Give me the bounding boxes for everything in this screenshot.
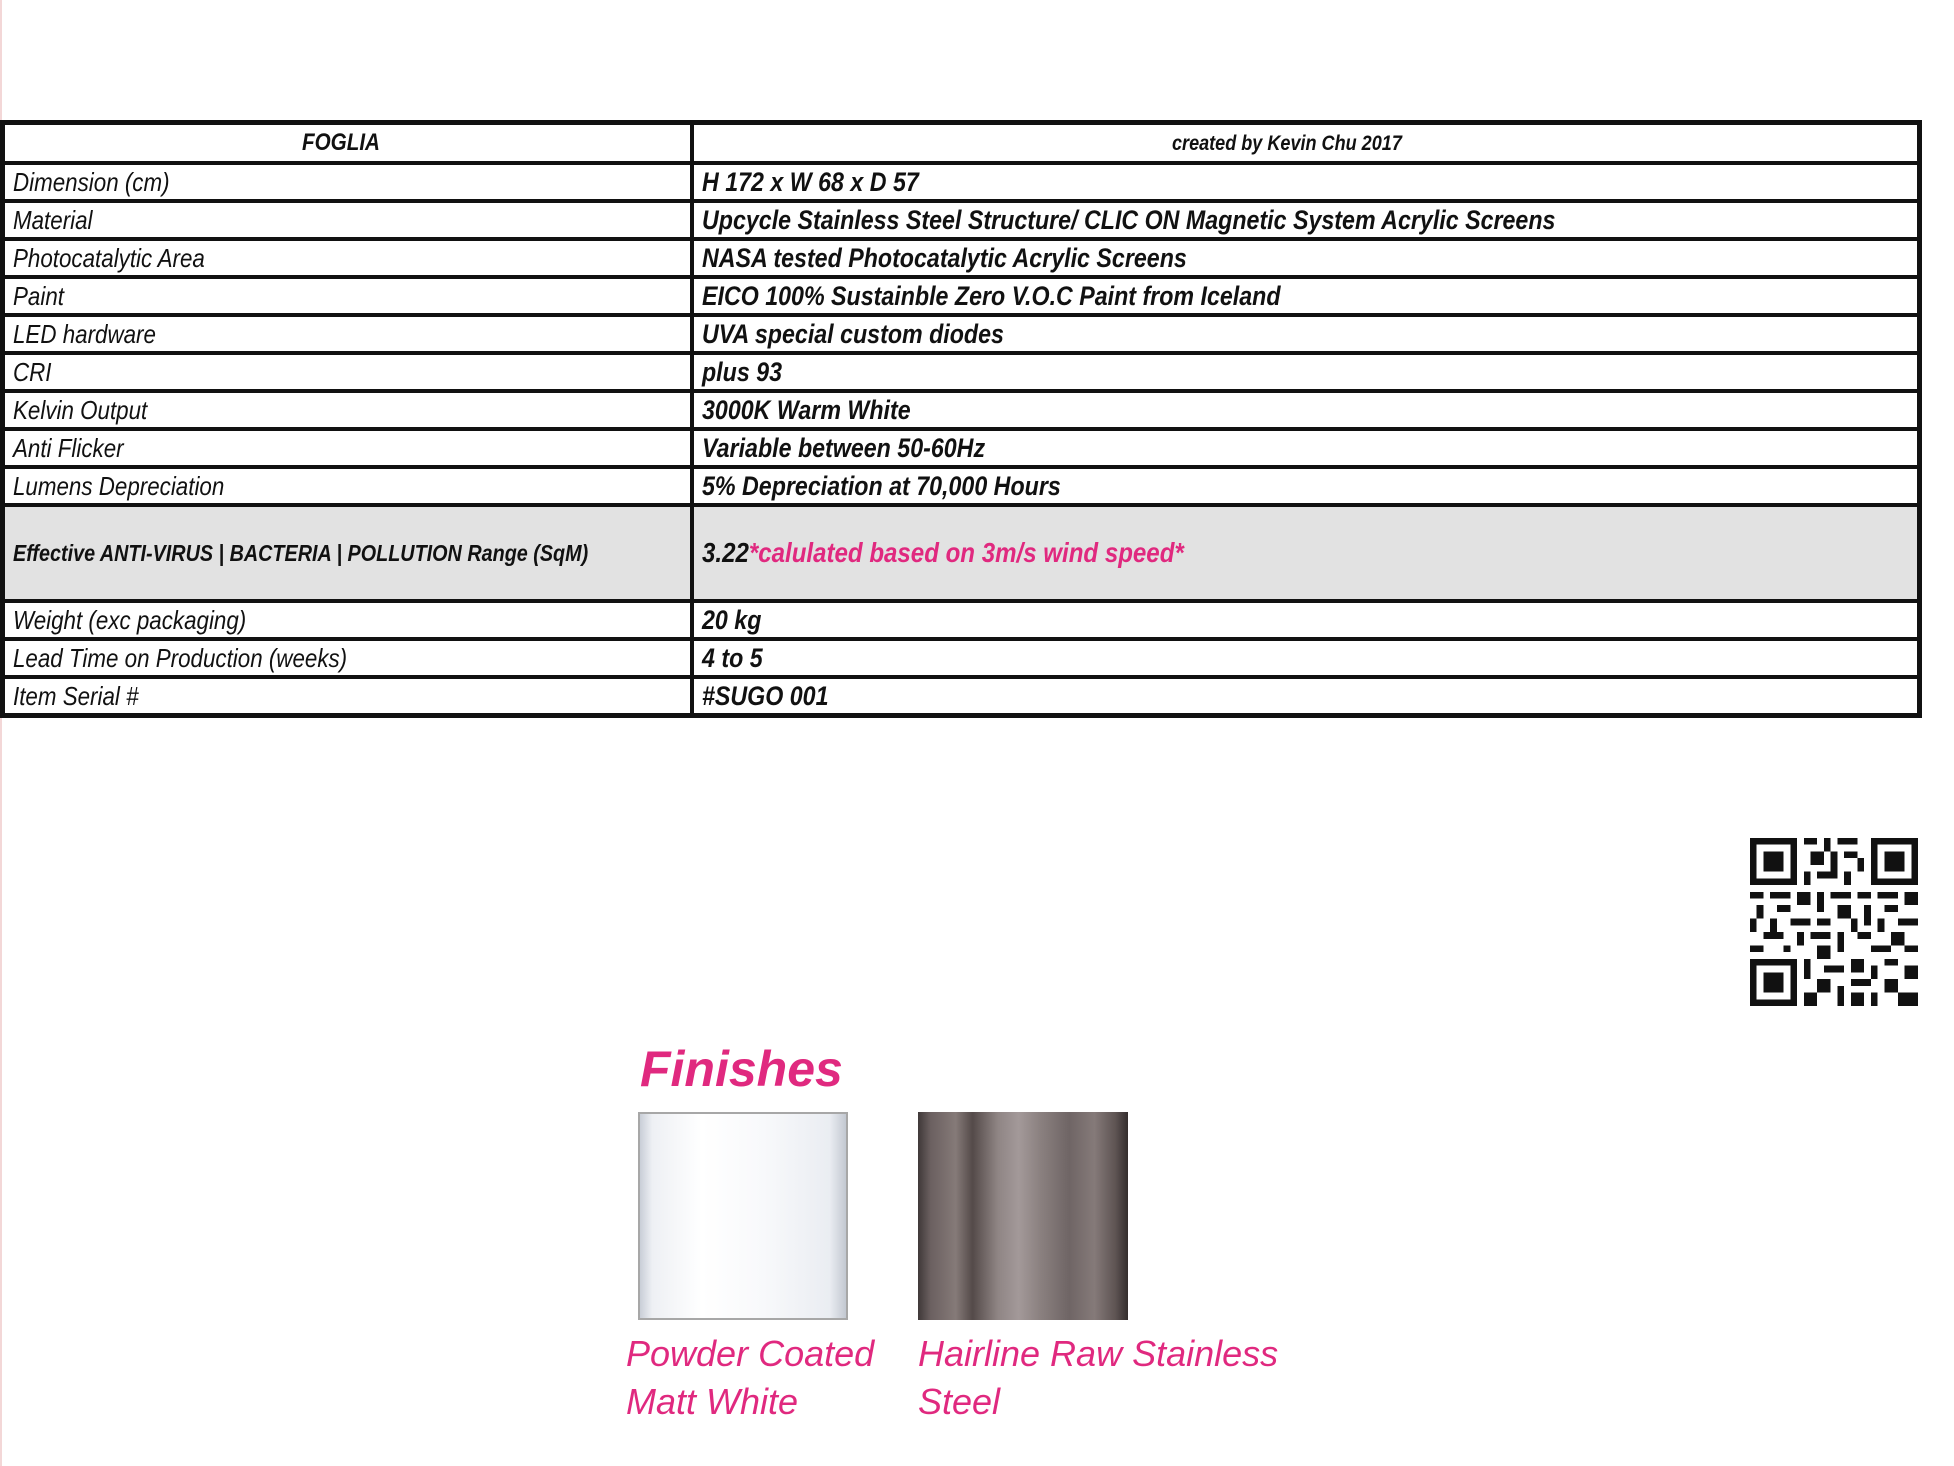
- credit-cell: created by Kevin Chu 2017: [692, 123, 1920, 164]
- row-value: 5% Depreciation at 70,000 Hours: [692, 467, 1920, 505]
- row-value: 20 kg: [692, 601, 1920, 639]
- table-row: [3, 201, 1920, 239]
- row-value: Upcycle Stainless Steel Structure/ CLIC ON Magnetic System Acrylic Screens: [692, 201, 1920, 239]
- range-number: 3.22: [701, 537, 749, 568]
- row-label: Item Serial #: [3, 677, 692, 716]
- row-label: Anti Flicker: [3, 429, 692, 467]
- row-label: Paint: [3, 277, 692, 315]
- finish-label-line: Steel: [918, 1381, 1001, 1422]
- row-value: plus 93: [692, 353, 1920, 391]
- spec-table: [0, 120, 1922, 718]
- table-row: [3, 239, 1920, 277]
- table-header-row: [3, 123, 1920, 164]
- table-row: [3, 277, 1920, 315]
- row-label: Lead Time on Production (weeks): [3, 639, 692, 677]
- product-name-cell: FOGLIA: [3, 123, 692, 164]
- finish-label-steel: [918, 1330, 1278, 1426]
- table-row: [3, 467, 1920, 505]
- row-label: Material: [3, 201, 692, 239]
- row-label: Dimension (cm): [3, 163, 692, 201]
- row-label: LED hardware: [3, 315, 692, 353]
- finish-swatch-white: [638, 1112, 848, 1320]
- table-row: [3, 163, 1920, 201]
- finish-label-white: [626, 1330, 874, 1426]
- row-label: Lumens Depreciation: [3, 467, 692, 505]
- finish-swatch-steel: [918, 1112, 1128, 1320]
- row-label: Photocatalytic Area: [3, 239, 692, 277]
- range-label: Effective ANTI-VIRUS | BACTERIA | POLLUTION Range (SqM): [3, 505, 692, 601]
- row-value: NASA tested Photocatalytic Acrylic Screens: [692, 239, 1920, 277]
- finishes-title: Finishes: [640, 1041, 843, 1097]
- table-row: [3, 639, 1920, 677]
- finish-label-line: Matt White: [626, 1381, 799, 1422]
- row-value: UVA special custom diodes: [692, 315, 1920, 353]
- row-value: H 172 x W 68 x D 57: [692, 163, 1920, 201]
- row-value: Variable between 50-60Hz: [692, 429, 1920, 467]
- row-label: CRI: [3, 353, 692, 391]
- table-row: [3, 429, 1920, 467]
- table-row: [3, 601, 1920, 639]
- row-label: Weight (exc packaging): [3, 601, 692, 639]
- table-row: [3, 677, 1920, 716]
- row-label: Kelvin Output: [3, 391, 692, 429]
- finish-label-line: Powder Coated: [626, 1333, 875, 1374]
- row-value: 4 to 5: [692, 639, 1920, 677]
- qr-code-icon: [1750, 838, 1918, 1006]
- row-value: 3000K Warm White: [692, 391, 1920, 429]
- highlight-row: [3, 505, 1920, 601]
- table-row: [3, 353, 1920, 391]
- range-value: [692, 505, 1920, 601]
- table-row: [3, 315, 1920, 353]
- range-note: *calulated based on 3m/s wind speed*: [748, 537, 1184, 568]
- row-value: EICO 100% Sustainble Zero V.O.C Paint from Iceland: [692, 277, 1920, 315]
- finish-label-line: Hairline Raw Stainless: [918, 1333, 1279, 1374]
- row-value: #SUGO 001: [692, 677, 1920, 716]
- table-row: [3, 391, 1920, 429]
